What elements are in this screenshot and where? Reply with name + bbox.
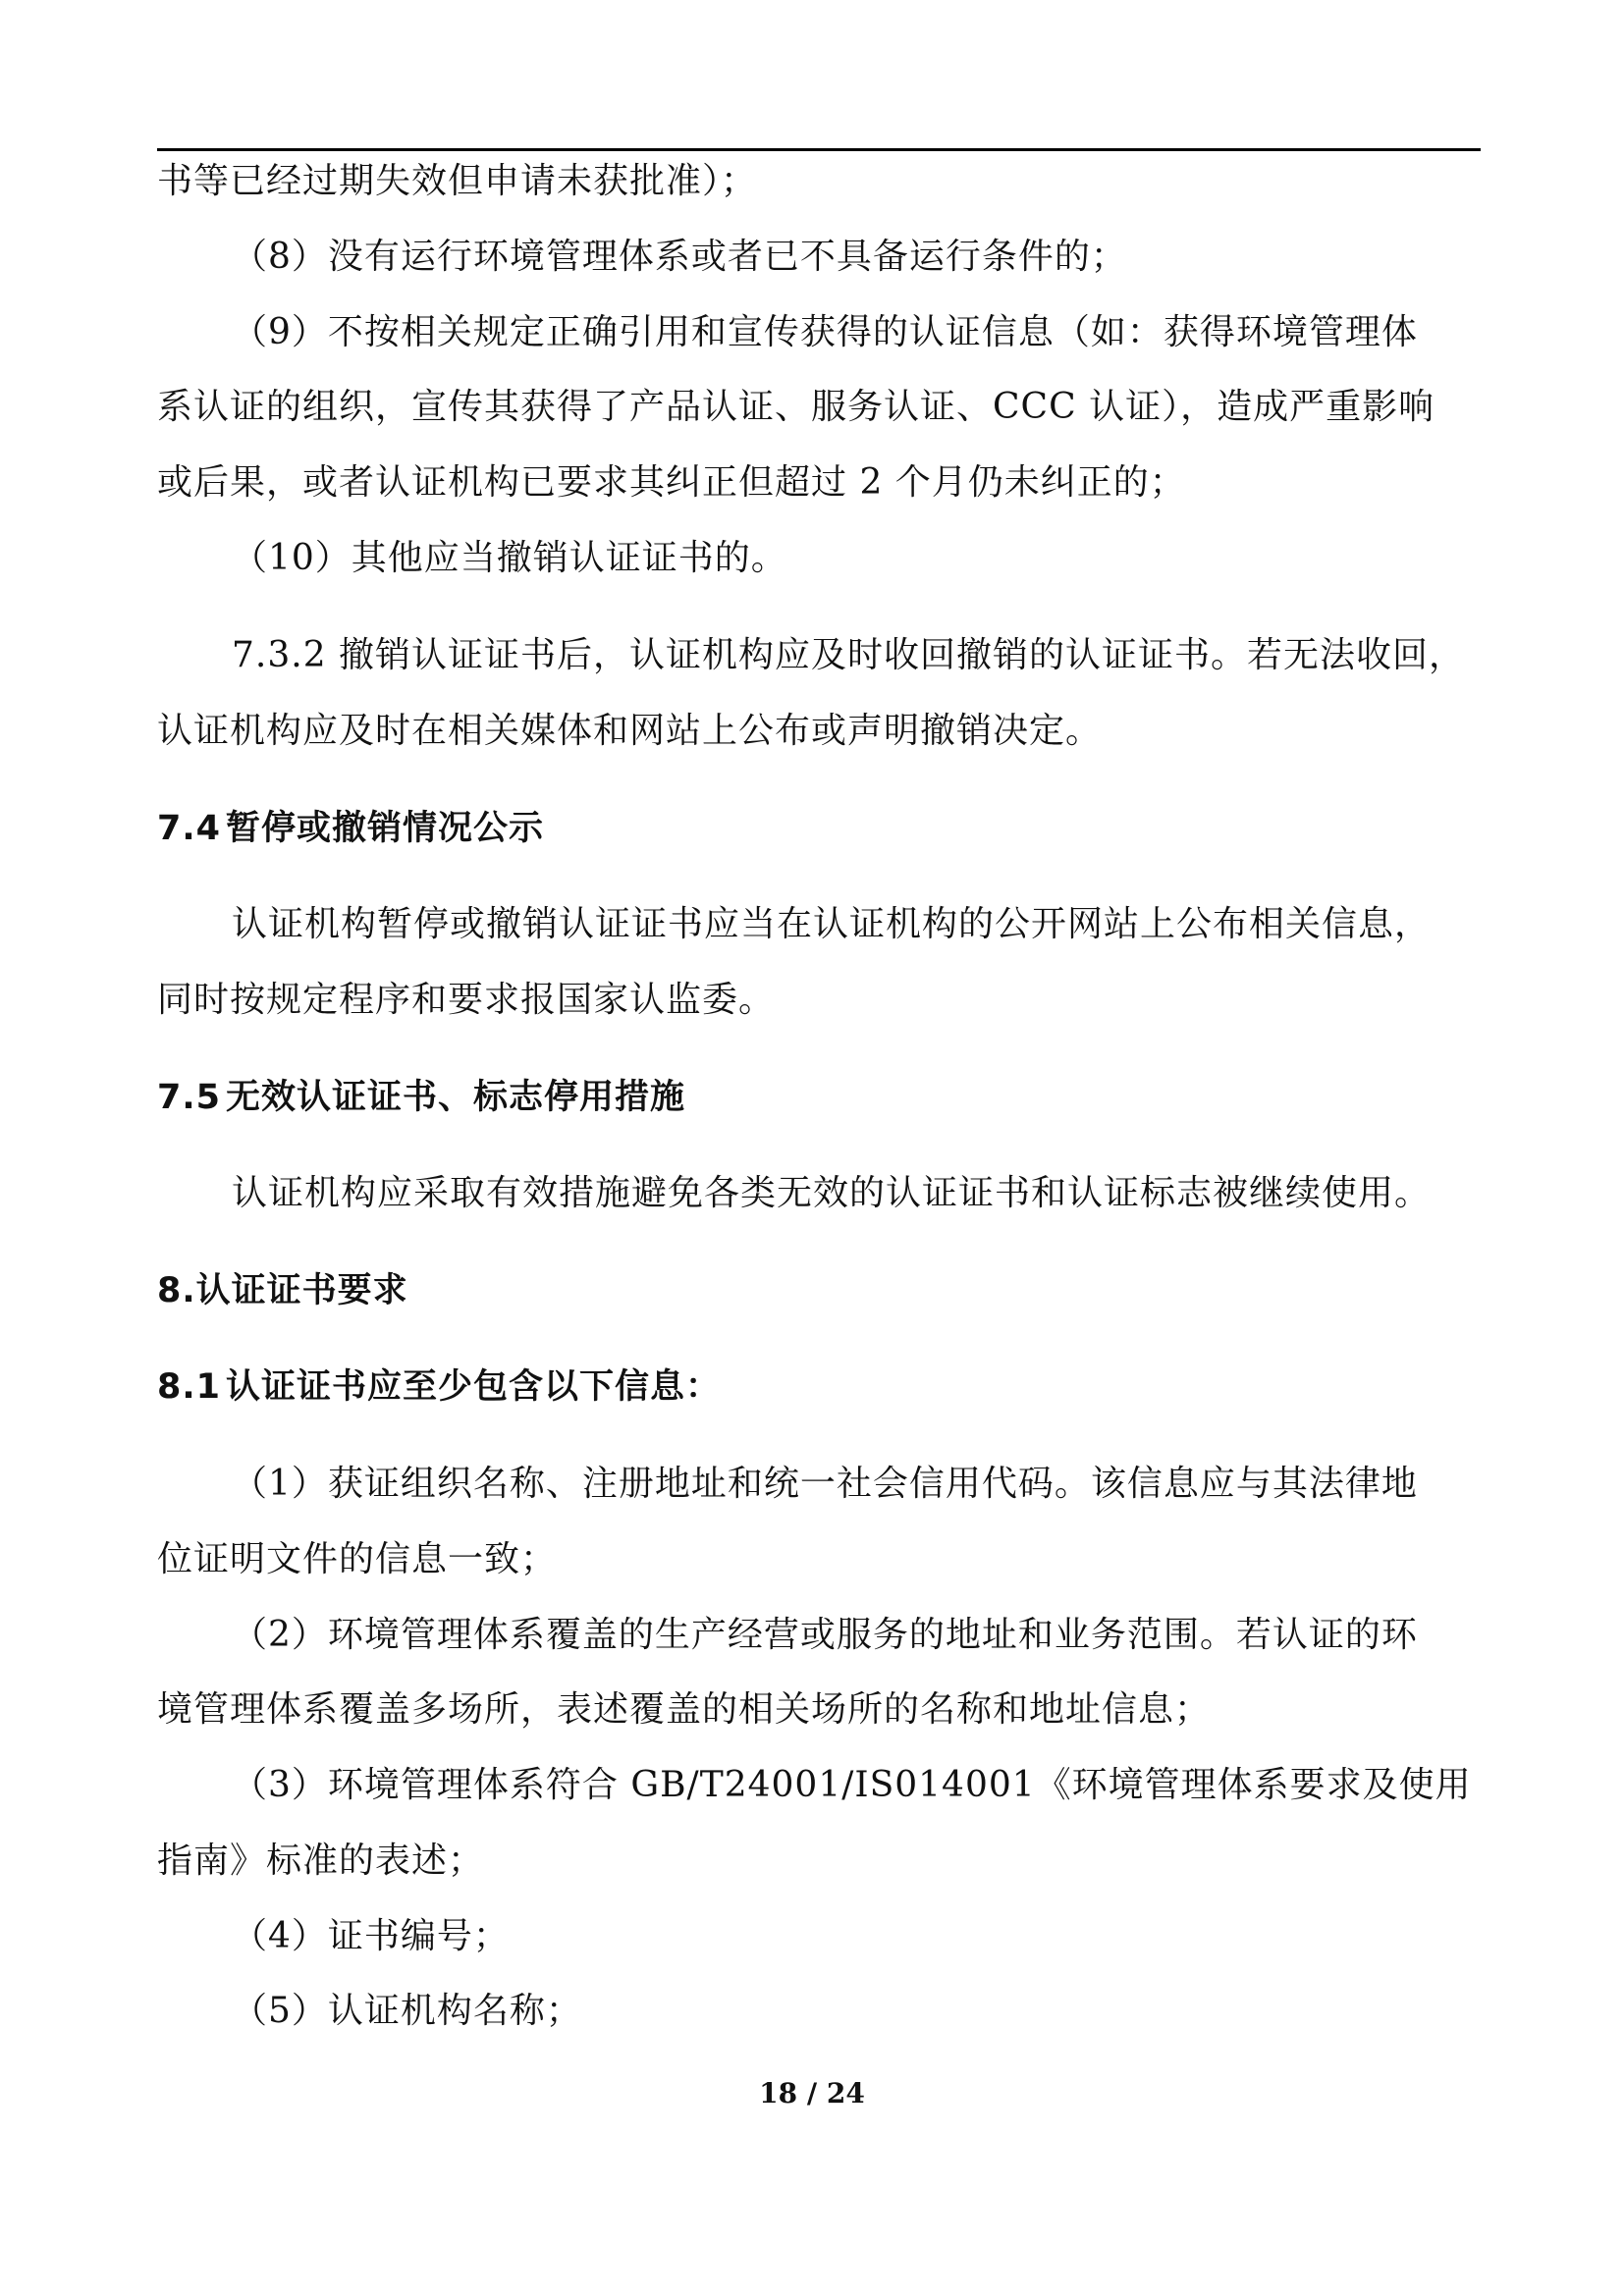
paragraph-line: 认证机构应及时在相关媒体和网站上公布或声明撤销决定。 bbox=[157, 711, 1103, 751]
paragraph-line: 位证明文件的信息一致； bbox=[157, 1539, 558, 1579]
list-item-3: （3）环境管理体系符合 GB/T24001/IS014001《环境管理体系要求及使用 bbox=[232, 1765, 1472, 1805]
paragraph-line: 境管理体系覆盖多场所，表述覆盖的相关场所的名称和地址信息； bbox=[157, 1689, 1212, 1730]
header-rule bbox=[157, 148, 1481, 151]
section-number: 7.5 bbox=[157, 1078, 222, 1117]
section-title: 暂停或撤销情况公示 bbox=[226, 809, 545, 848]
paragraph-line: 同时按规定程序和要求报国家认监委。 bbox=[157, 980, 776, 1020]
clause-7-3-2: 7.3.2 撤销认证证书后，认证机构应及时收回撤销的认证证书。若无法收回， bbox=[232, 635, 1466, 675]
paragraph-line: 或后果，或者认证机构已要求其纠正但超过 2 个月仍未纠正的； bbox=[157, 462, 1186, 503]
section-heading-8-1 bbox=[157, 1365, 1481, 1409]
section-number: 7.4 bbox=[157, 809, 222, 848]
list-item-2: （2）环境管理体系覆盖的生产经营或服务的地址和业务范围。若认证的环 bbox=[232, 1615, 1418, 1655]
section-number: 8.1 bbox=[157, 1367, 222, 1407]
list-item-1: （1）获证组织名称、注册地址和统一社会信用代码。该信息应与其法律地 bbox=[232, 1464, 1418, 1504]
list-item-10: （10）其他应当撤销认证证书的。 bbox=[232, 538, 787, 578]
paragraph-line: 书等已经过期失效但申请未获批准）； bbox=[157, 161, 758, 201]
paragraph-line: 认证机构应采取有效措施避免各类无效的认证证书和认证标志被继续使用。 bbox=[232, 1173, 1432, 1213]
paragraph-line: 认证机构暂停或撤销认证证书应当在认证机构的公开网站上公布相关信息， bbox=[232, 904, 1432, 944]
paragraph-line: （9）不按相关规定正确引用和宣传获得的认证信息（如：获得环境管理体 bbox=[232, 312, 1418, 352]
section-heading-7-4 bbox=[157, 807, 1481, 850]
section-title: 无效认证证书、标志停用措施 bbox=[226, 1078, 686, 1117]
page-number: 18 / 24 bbox=[759, 2077, 865, 2109]
section-heading-8: 8.认证证书要求 bbox=[157, 1271, 408, 1310]
paragraph-line: 指南》标准的表述； bbox=[157, 1841, 485, 1881]
list-item-5: （5）认证机构名称； bbox=[232, 1991, 582, 2031]
list-item-8: （8）没有运行环境管理体系或者已不具备运行条件的； bbox=[232, 237, 1127, 277]
list-item-4: （4）证书编号； bbox=[232, 1916, 510, 1956]
paragraph-line: 系认证的组织，宣传其获得了产品认证、服务认证、CCC 认证），造成严重影响 bbox=[157, 387, 1435, 427]
section-title: 认证证书应至少包含以下信息： bbox=[226, 1367, 722, 1407]
list-item-9 bbox=[232, 311, 1481, 354]
section-heading-7-5 bbox=[157, 1076, 1481, 1119]
